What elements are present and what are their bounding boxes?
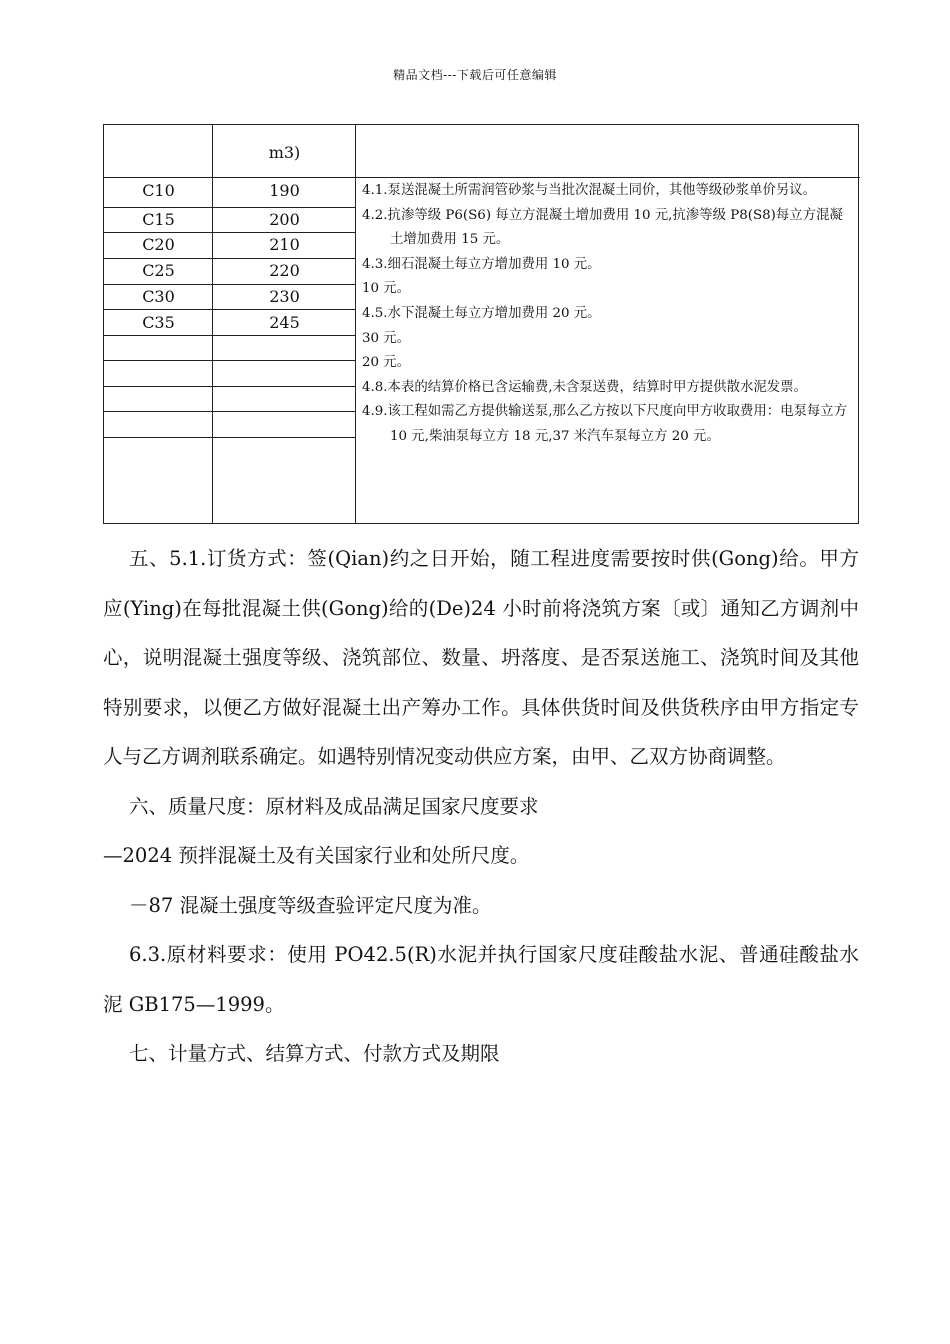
grade-cell: C25 <box>142 261 175 280</box>
table-row-divider <box>104 207 356 208</box>
table-row-divider <box>104 232 356 233</box>
price-cell: 245 <box>269 313 300 332</box>
paragraph-settlement-heading: 七、计量方式、结算方式、付款方式及期限 <box>129 1042 500 1065</box>
table-row-divider <box>104 258 356 259</box>
paragraph-strength-standard: －87 混凝土强度等级查验评定尺度为准。 <box>129 893 492 917</box>
note-item: 10 元。 <box>362 281 411 297</box>
note-item: 4.2.抗渗等级 P6(S6) 每立方混凝土增加费用 10 元,抗渗等级 P8(S8)每立方混凝土增加费用 15 元。 <box>362 207 843 248</box>
note-item: 20 元。 <box>362 355 411 371</box>
paragraph-materials: 6.3.原材料要求：使用 PO42.5(R)水泥并执行国家尺度硅酸盐水泥、普通硅酸盐水泥 GB175—1999。 <box>103 943 859 1016</box>
grade-cell: C20 <box>142 235 175 254</box>
table-row-divider <box>104 284 356 285</box>
price-cell: 210 <box>269 235 300 254</box>
price-notes <box>362 179 856 450</box>
table-row-divider <box>104 437 356 438</box>
note-item: 4.5.水下混凝土每立方增加费用 20 元。 <box>362 305 601 321</box>
table-row-divider <box>104 411 356 412</box>
grade-cell: C35 <box>142 313 175 332</box>
price-cell: 230 <box>269 287 300 306</box>
note-item: 4.8.本表的结算价格已含运输费,未含泵送费，结算时甲方提供散水泥发票。 <box>362 379 807 395</box>
paragraph-quality-heading: 六、质量尺度：原材料及成品满足国家尺度要求 <box>129 794 539 818</box>
note-item: 4.1.泵送混凝土所需润管砂浆与当批次混凝土同价，其他等级砂浆单价另议。 <box>362 183 817 198</box>
page-header: 精品文档---下载后可任意编辑 <box>393 68 557 82</box>
note-item: 30 元。 <box>362 330 411 346</box>
table-row-divider <box>104 177 860 178</box>
contract-body <box>103 534 859 1079</box>
grade-cell: C15 <box>142 210 175 229</box>
table-row-divider <box>104 360 356 361</box>
table-row-divider <box>104 386 356 387</box>
price-cell: 200 <box>269 210 300 229</box>
grade-cell: C30 <box>142 287 175 306</box>
note-item: 4.3.细石混凝土每立方增加费用 10 元。 <box>362 256 601 272</box>
unit-header-cell: m3) <box>268 143 301 162</box>
price-cell: 190 <box>269 181 300 200</box>
paragraph-ordering: 五、5.1.订货方式：签(Qian)约之日开始，随工程进度需要按时供(Gong)给。甲方应(Ying)在每批混凝土供(Gong)给的(De)24 小时前将浇筑方案〔或〕通知乙方调剂中心，说明混凝土强度等级、浇筑部位、数量、坍落度、是否泵送施工、浇筑时间及其他特别要求，以便乙方做好混凝土出产筹办工作。具体供货时间及供货秩序由甲方指定专人与乙方调剂联系确定。如遇特别情况变动供应方案，由甲、乙双方协商调整。 <box>103 547 859 768</box>
grade-cell: C10 <box>142 181 175 200</box>
price-cell: 220 <box>269 261 300 280</box>
note-item: 4.9.该工程如需乙方提供输送泵,那么乙方按以下尺度向甲方收取费用：电泵每立方 10 元,柴油泵每立方 18 元,37 米汽车泵每立方 20 元。 <box>362 404 848 444</box>
paragraph-quality-standard: —2024 预拌混凝土及有关国家行业和处所尺度。 <box>103 844 530 867</box>
table-row-divider <box>104 335 356 336</box>
price-table <box>103 124 859 524</box>
table-row-divider <box>104 309 356 310</box>
